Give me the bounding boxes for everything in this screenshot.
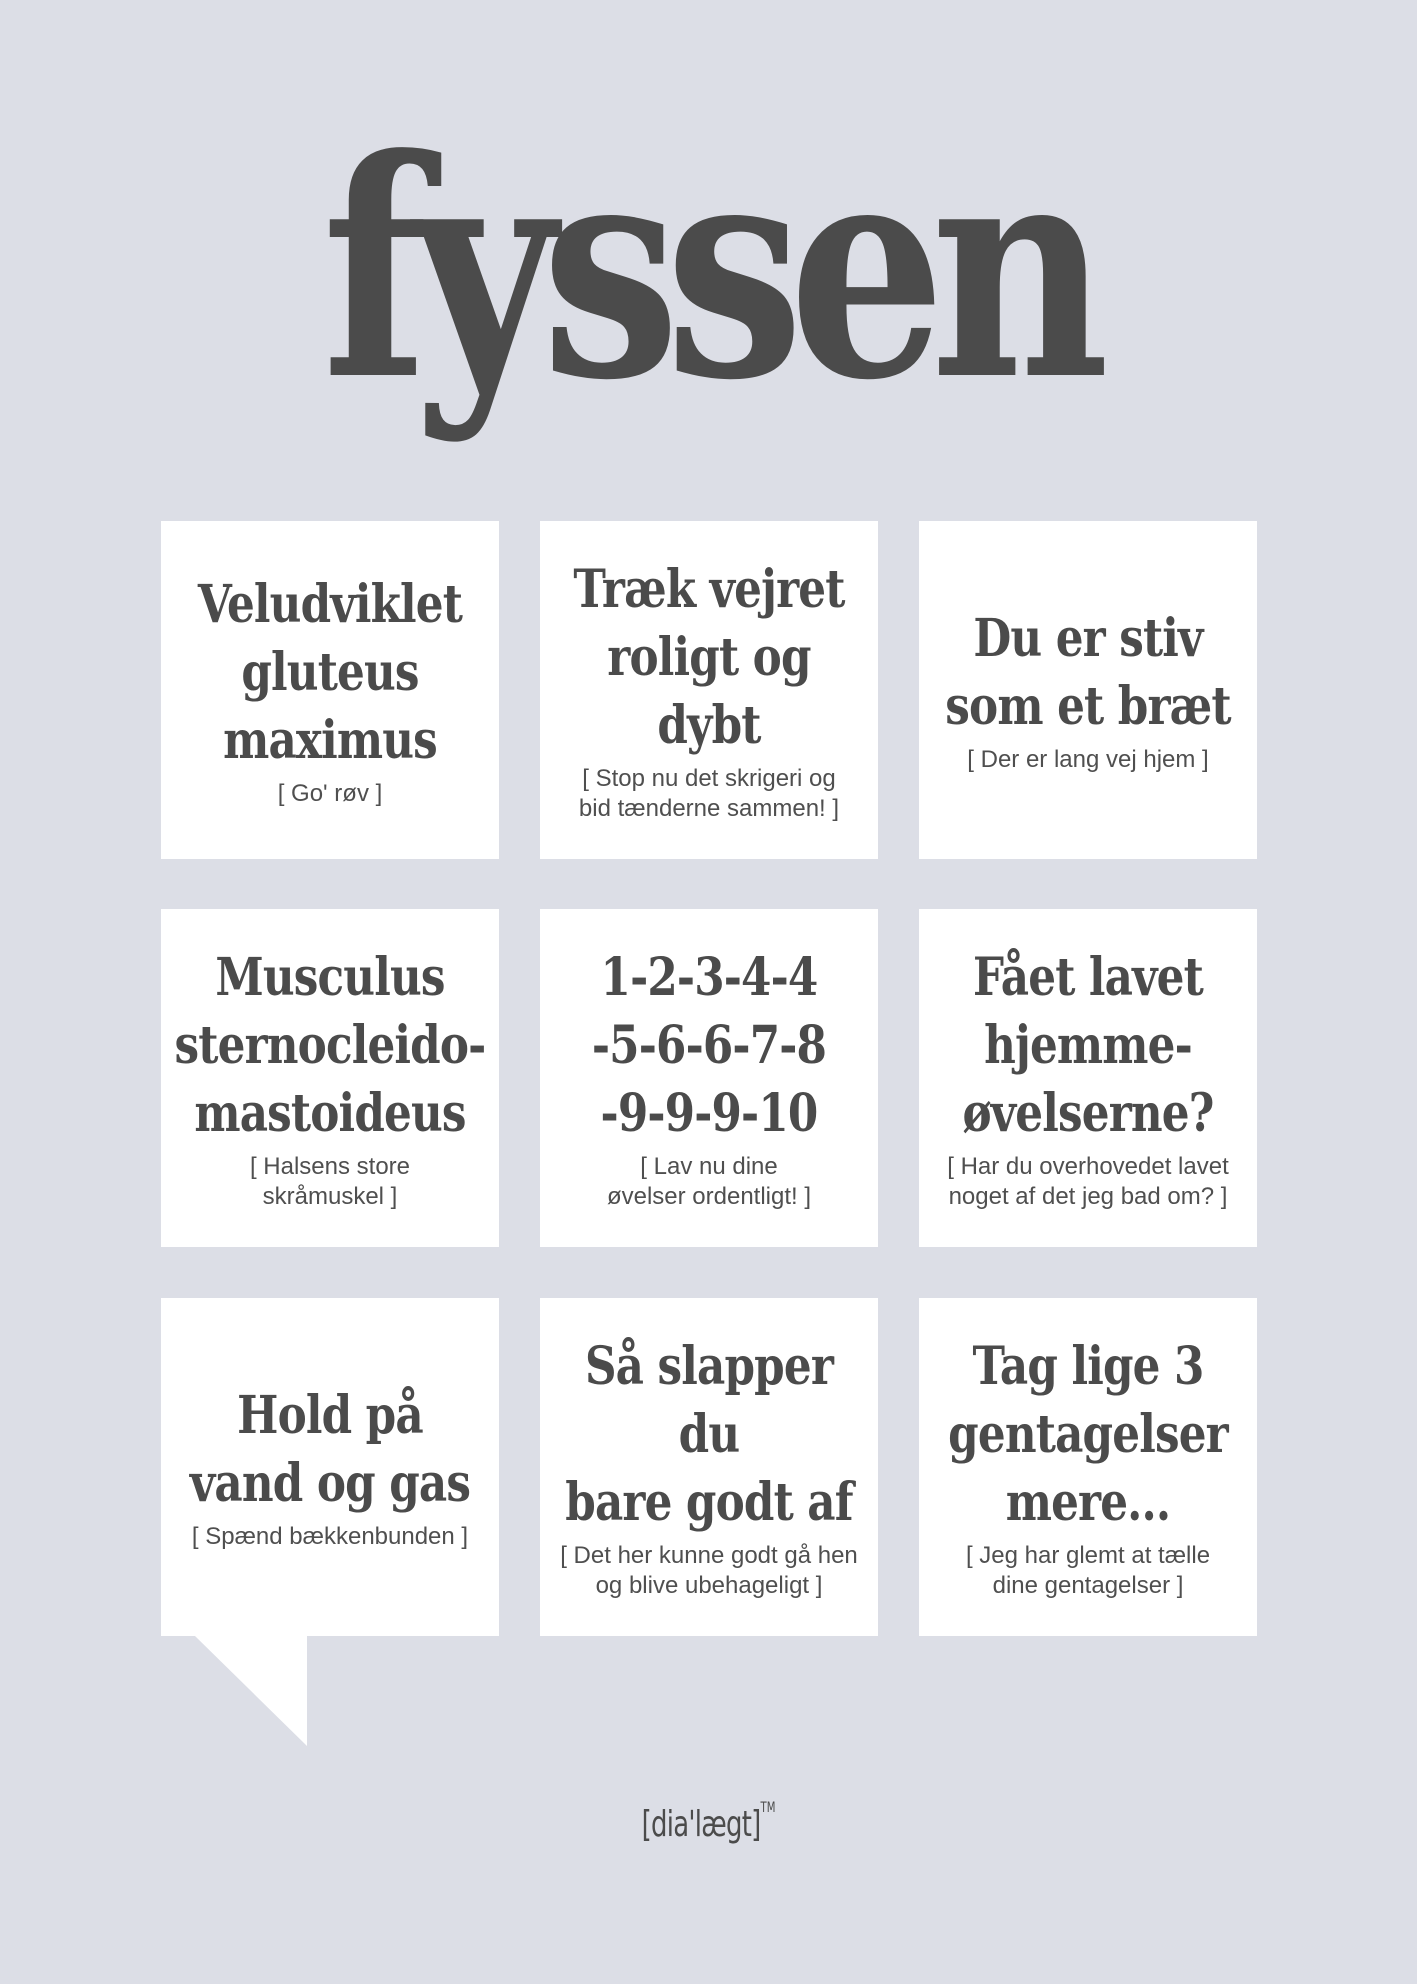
card-heading: Fået lavet hjemme- øvelserne? [962,947,1214,1144]
card-counting [540,909,878,1247]
card-heading: Du er stiv som et bræt [945,608,1231,737]
brand-logo [198,1800,1218,1845]
card-repetitions [919,1298,1257,1636]
card-heading: Hold på vand og gas [189,1385,471,1514]
card-subtitle: [ Go' røv ] [277,780,383,807]
trademark-mark: TM [760,1800,776,1816]
card-subtitle: [ Lav nu dine øvelser ordentligt! ] [606,1153,812,1210]
card-subtitle: [ Der er lang vej hjem ] [967,746,1209,773]
card-subtitle: [ Har du overhovedet lavet noget af det jeg bad om? ] [947,1153,1229,1210]
card-hold [161,1298,499,1636]
card-breathe [540,521,878,859]
card-subtitle: [ Stop nu det skrigeri og bid tænderne sammen! ] [578,765,840,822]
card-heading: 1-2-3-4-4 -5-6-6-7-8 -9-9-9-10 [591,947,827,1144]
card-relax [540,1298,878,1636]
card-subtitle: [ Det her kunne godt gå hen og blive ubehageligt ] [560,1542,858,1599]
card-gluteus [161,521,499,859]
card-stiff [919,521,1257,859]
poster-title: fyssen [322,93,1095,446]
card-heading: Musculus sternocleido- mastoideus [174,947,486,1144]
card-heading: Træk vejret roligt og dybt [573,559,845,756]
card-subtitle: [ Halsens store skråmuskel ] [249,1153,411,1210]
brand-name: [dia'lægt] [641,1804,761,1845]
card-heading: Så slapper du bare godt af [565,1336,853,1533]
card-homework [919,909,1257,1247]
card-grid [161,521,1257,1636]
speech-bubble-tail [195,1636,307,1746]
card-subtitle: [ Spænd bækkenbunden ] [191,1523,469,1550]
card-heading: Veludviklet gluteus maximus [197,574,463,771]
card-musculus [161,909,499,1247]
card-subtitle: [ Jeg har glemt at tælle dine gentagelser ] [965,1542,1211,1599]
card-heading: Tag lige 3 gentagelser mere... [948,1336,1228,1533]
